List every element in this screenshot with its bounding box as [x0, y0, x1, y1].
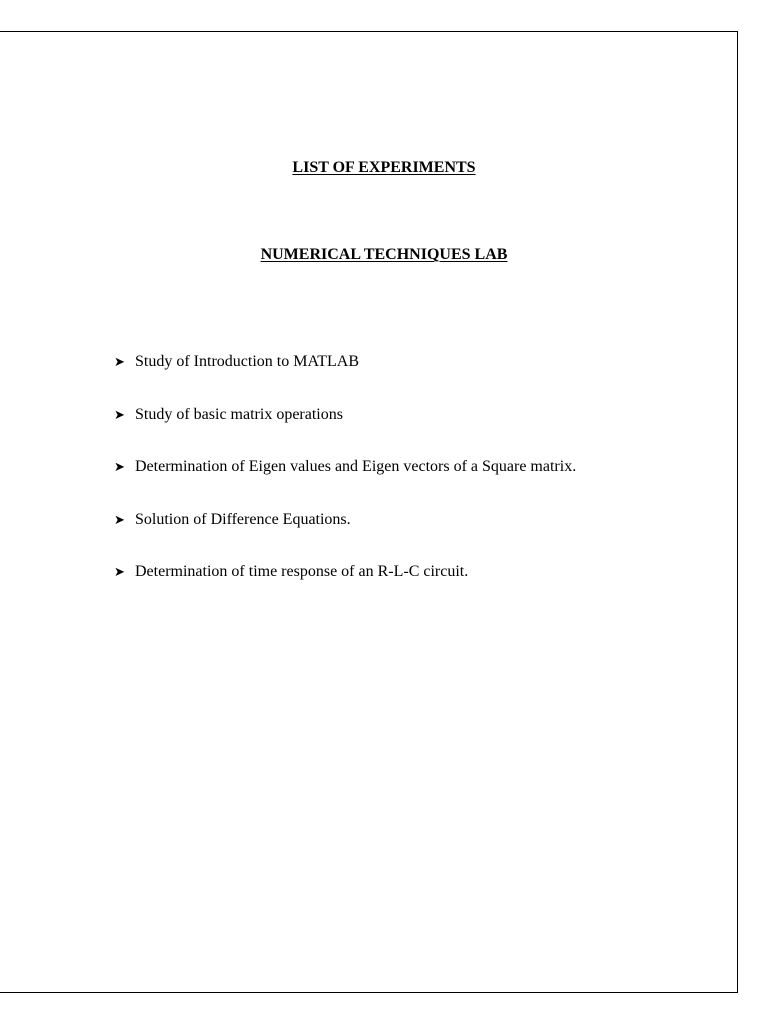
list-item [114, 510, 724, 563]
arrowhead-bullet-icon: ➤ [114, 459, 125, 474]
list-item [114, 562, 724, 615]
arrowhead-bullet-icon: ➤ [114, 564, 125, 579]
list-item [114, 457, 724, 510]
arrowhead-bullet-icon: ➤ [114, 354, 125, 369]
arrowhead-bullet-icon: ➤ [114, 406, 125, 422]
list-item [114, 352, 724, 405]
page-title: LIST OF EXPERIMENTS [292, 159, 476, 176]
arrowhead-bullet-icon: ➤ [114, 511, 125, 527]
lab-title: NUMERICAL TECHNIQUES LAB [260, 246, 508, 263]
experiment-text: Study of Introduction to MATLAB [135, 353, 359, 370]
experiment-list [114, 352, 724, 615]
experiment-text: Determination of Eigen values and Eigen vectors of a Square matrix. [135, 458, 577, 475]
experiment-text: Determination of time response of an R-L-C circuit. [135, 563, 469, 580]
experiment-text: Study of basic matrix operations [135, 405, 343, 423]
experiment-text: Solution of Difference Equations. [135, 510, 351, 528]
list-item [114, 405, 724, 458]
